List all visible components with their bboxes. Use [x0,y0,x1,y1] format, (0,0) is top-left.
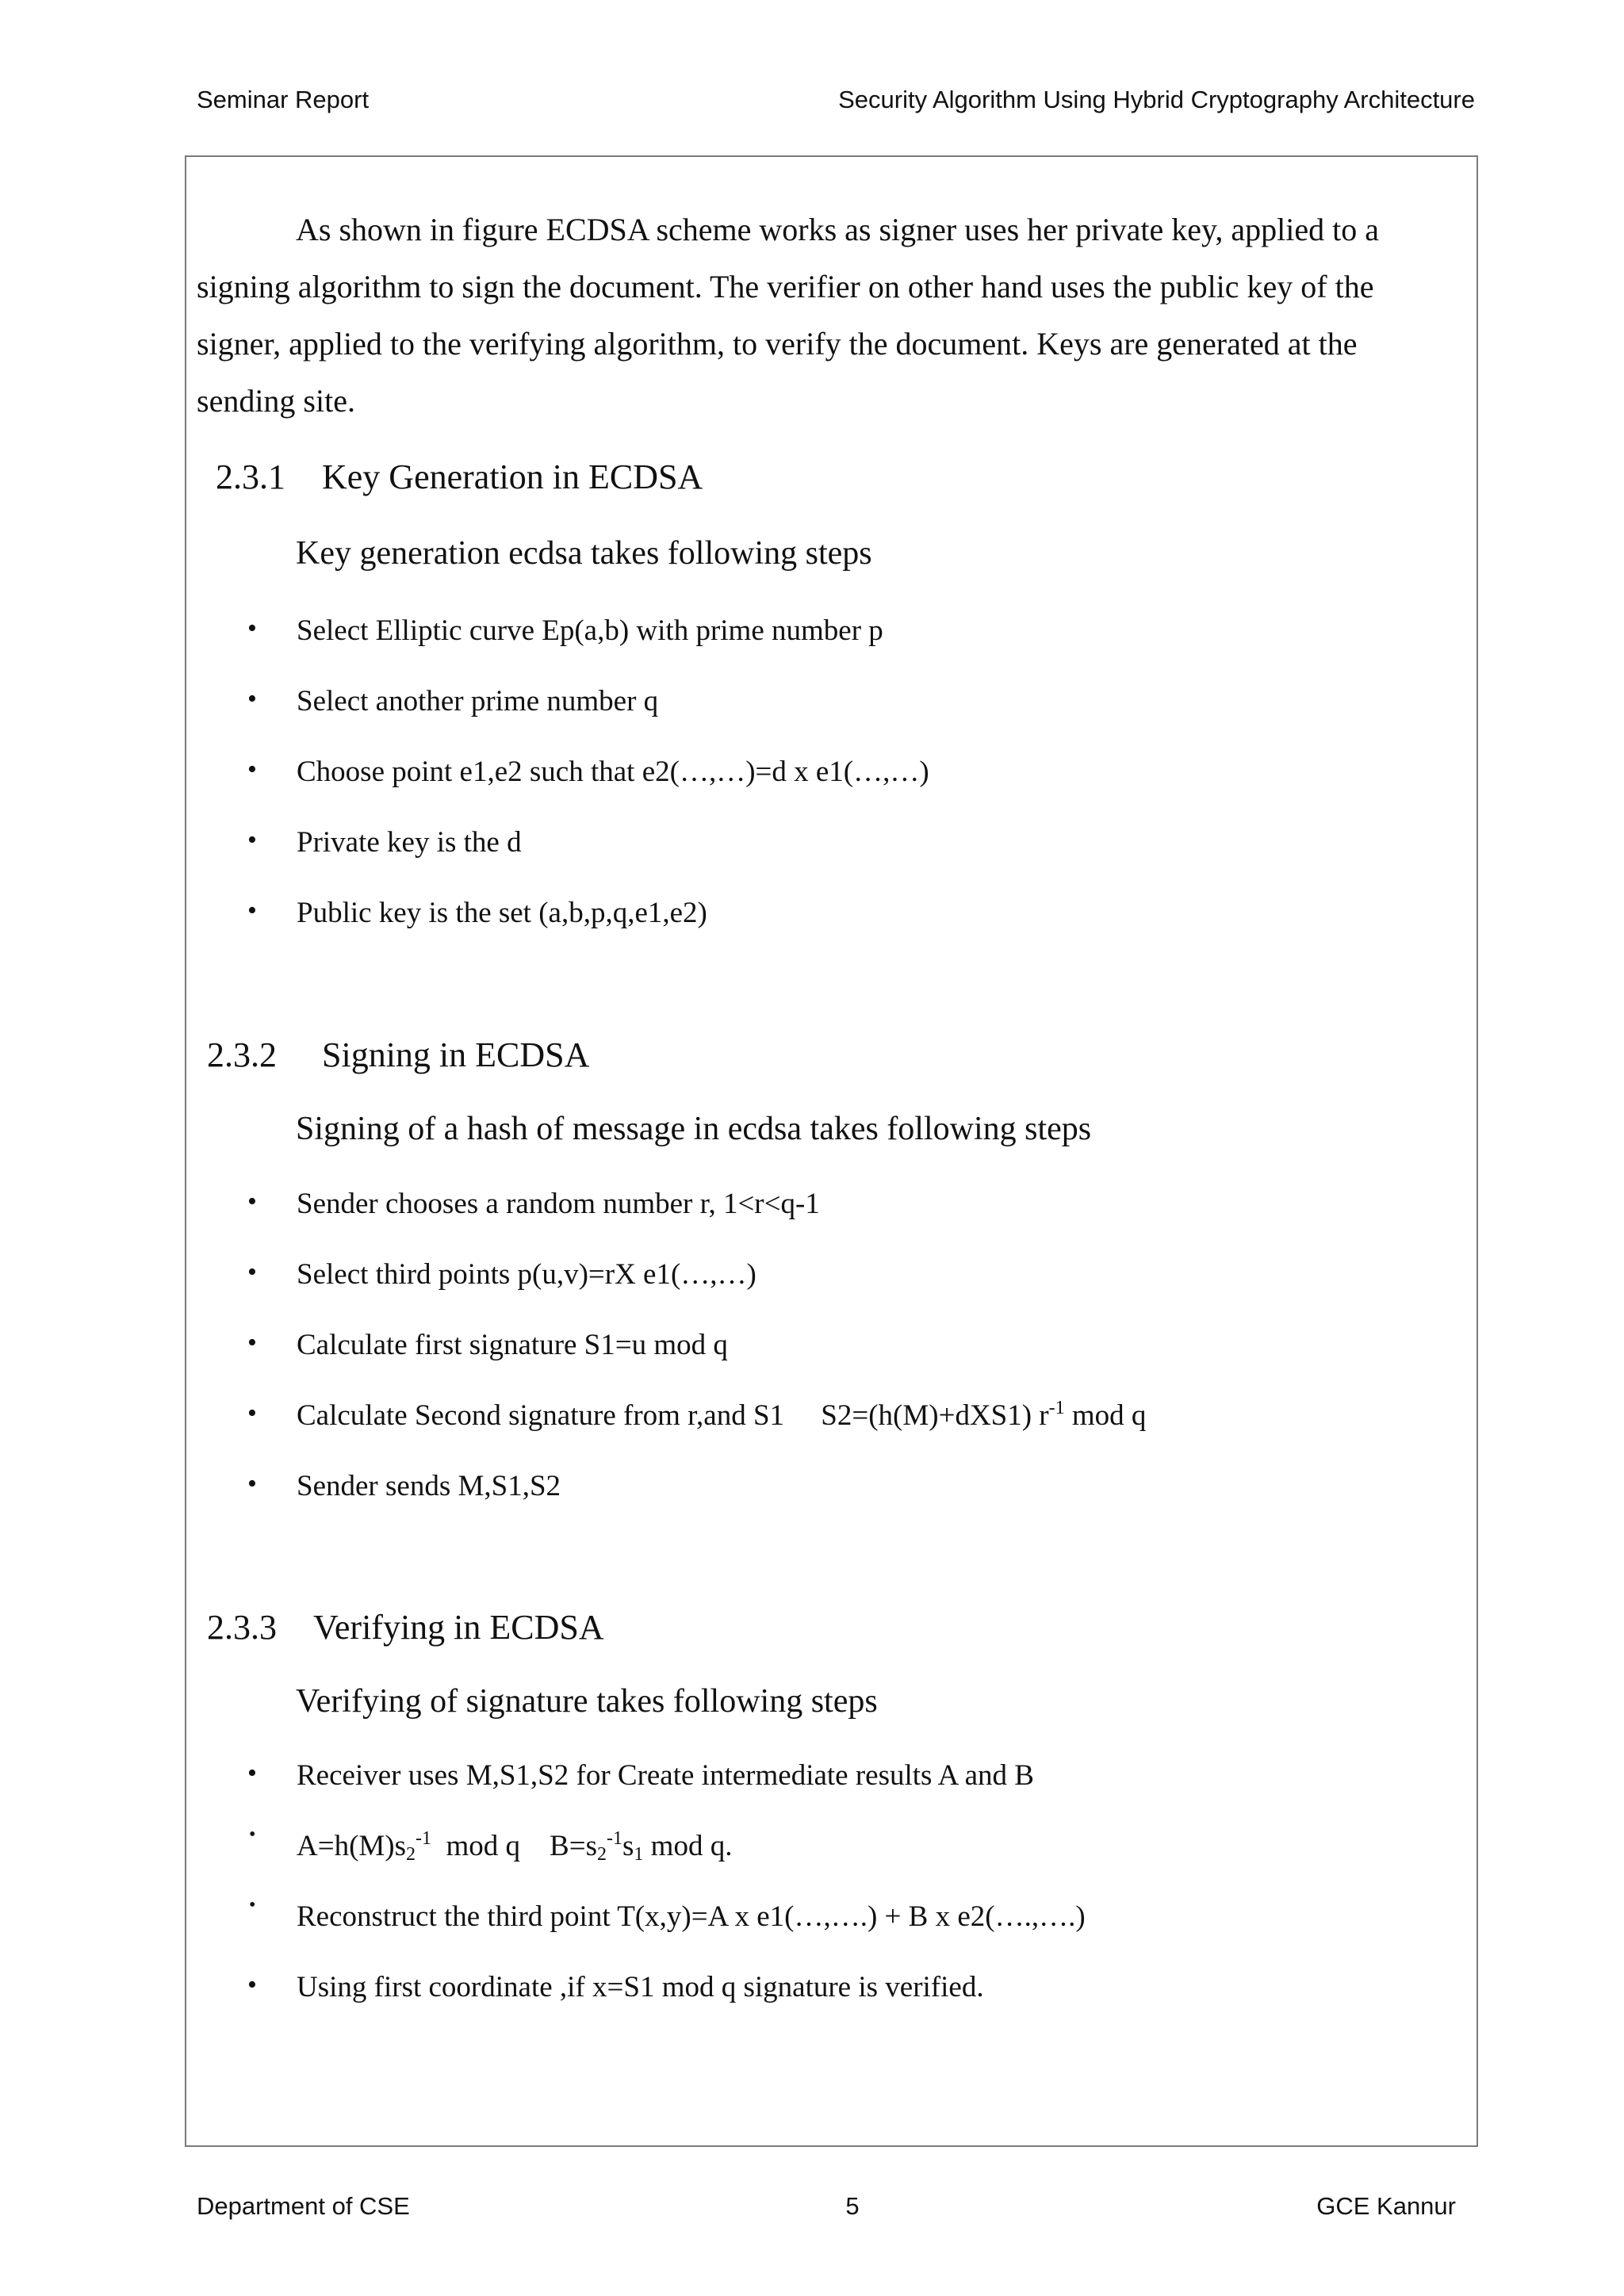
bullet-icon: • [247,896,257,925]
section-intro: Verifying of signature takes following steps [296,1683,878,1720]
section-intro: Key generation ecdsa takes following steps [296,535,872,572]
section-number: 2.3.1 [216,457,285,496]
list-item: • Reconstruct the third point T(x,y)=A x e1(…,….) + B x e2(….,….) [249,1895,1086,1933]
section-title: Key Generation in ECDSA [322,457,703,496]
section-heading-2-3-2 [207,1035,590,1075]
bullet-icon: • [249,1895,256,1915]
bullet-icon: • [247,825,257,855]
page-number: 5 [845,2192,860,2220]
section-title: Verifying in ECDSA [313,1608,604,1647]
header-right-title: Security Algorithm Using Hybrid Cryptography Architecture [838,86,1475,113]
list-item: • Sender sends M,S1,S2 [247,1469,561,1502]
section-number: 2.3.3 [207,1608,277,1647]
bullet-icon: • [247,1758,257,1788]
list-item: • Using first coordinate ,if x=S1 mod q signature is verified. [247,1970,984,2003]
header-left-title: Seminar Report [197,86,370,113]
list-item: • Select third points p(u,v)=rX e1(…,…) [247,1257,756,1291]
bullet-icon: • [249,1824,256,1845]
bullet-icon: • [247,614,257,643]
section-title: Signing in ECDSA [322,1035,590,1074]
section-number: 2.3.2 [207,1035,277,1074]
list-item: • Select another prime number q [247,684,659,718]
section-heading-2-3-1 [216,457,703,497]
bullet-icon: • [247,1469,257,1498]
list-item: • Sender chooses a random number r, 1<r<q-1 [247,1187,820,1220]
list-item: • Calculate first signature S1=u mod q [247,1328,728,1361]
bullet-icon: • [247,1970,257,1999]
list-item: • $A=h(M)s_2^{-1}$ mod q $B=s_2^{-1}s_1$ mod q. [249,1824,733,1865]
bullet-icon: • [247,1328,257,1357]
page-content [197,201,1450,430]
footer-department: Department of CSE [197,2192,410,2220]
bullet-icon: • [247,755,257,784]
list-item: • Public key is the set (a,b,p,q,e1,e2) [247,896,707,929]
bullet-icon: • [247,1257,257,1287]
list-item: • Receiver uses M,S1,S2 for Create intermediate results A and B [247,1758,1034,1792]
footer-institution: GCE Kannur [1316,2192,1456,2220]
list-item: • Calculate Second signature from r,and S1 S2=(h(M)+dXS1) $r^{-1}$ mod q [247,1398,1147,1432]
section-heading-2-3-3 [207,1607,604,1647]
bullet-icon: • [247,684,257,714]
list-item: • Private key is the d [247,825,522,859]
bullet-icon: • [247,1187,257,1216]
list-item: • Select Elliptic curve Ep(a,b) with prime number p [247,614,883,647]
list-item: • Choose point e1,e2 such that e2(…,…)=d x e1(…,…) [247,755,929,788]
section-intro: Signing of a hash of message in ecdsa takes following steps [296,1111,1092,1147]
intro-paragraph: As shown in figure ECDSA scheme works as signer uses her private key, applied to a signing algorithm to sign the document. The verifier on other hand uses the public key of the signer, applied to the verifying algorithm, to verify the document. Keys are generated at the sending site. [197,212,1380,419]
bullet-icon: • [247,1399,257,1428]
